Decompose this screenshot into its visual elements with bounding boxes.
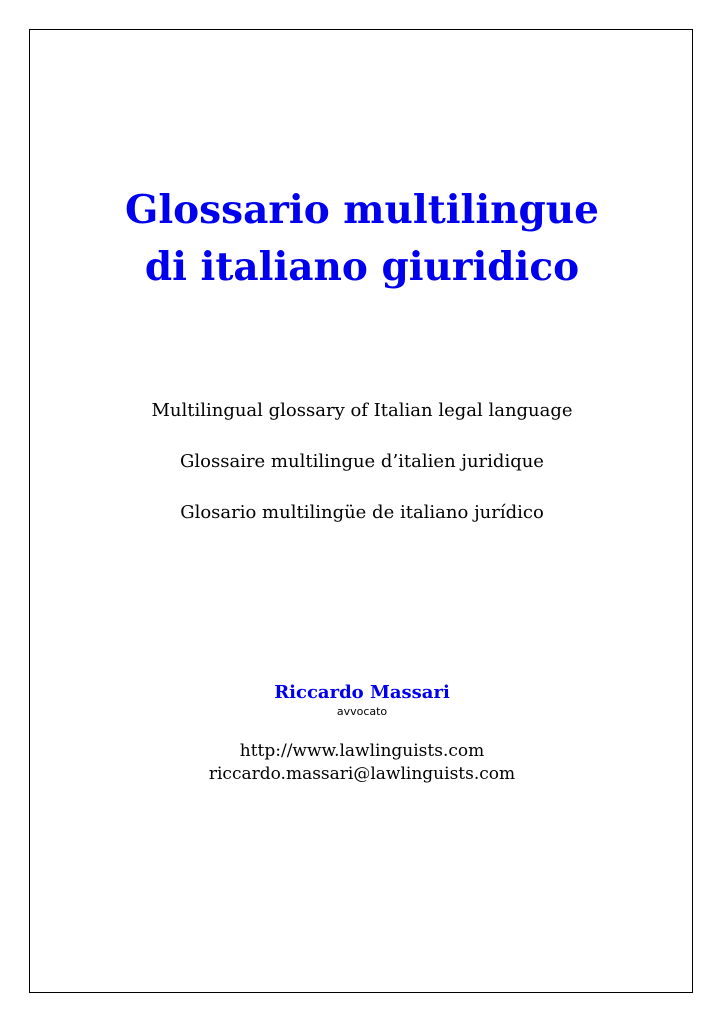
subtitle-english: Multilingual glossary of Italian legal language: [151, 400, 573, 421]
website-link[interactable]: http://www.lawlinguists.com: [239, 741, 485, 761]
author-role: avvocato: [336, 705, 388, 718]
author-name: Riccardo Massari: [274, 682, 450, 703]
translated-subtitles: [0, 396, 724, 549]
title-line-1: Glossario multilingue: [125, 187, 599, 233]
subtitle-french: Glossaire multilingue d’italien juridique: [180, 451, 544, 472]
contact-block: [0, 740, 724, 786]
title-line-2: di italiano giuridico: [144, 244, 580, 290]
author-block: [0, 681, 724, 719]
email-link[interactable]: riccardo.massari@lawlinguists.com: [208, 764, 516, 784]
subtitle-spanish: Glosario multilingüe de italiano jurídico: [180, 502, 544, 523]
document-title: [0, 182, 724, 296]
